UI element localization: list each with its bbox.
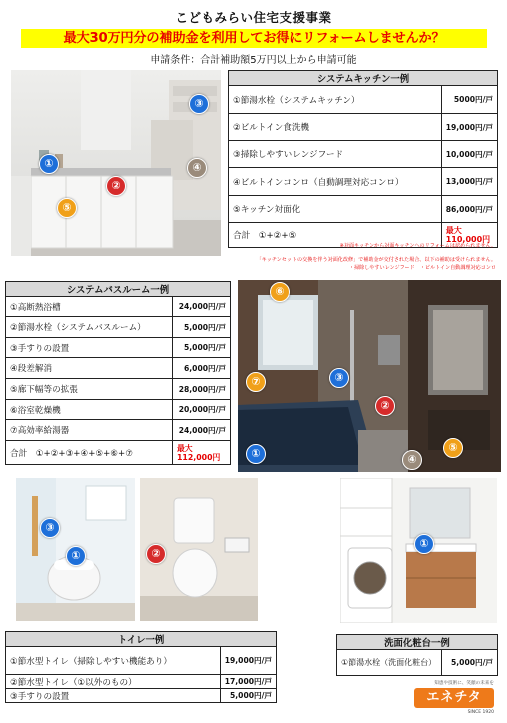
bathroom-photo — [238, 280, 501, 472]
application-condition: 申請条件：合計補助額5万円以上から申請可能 — [150, 55, 357, 66]
marker-1: ① — [39, 154, 59, 174]
table-row-item: ①節湯水栓（システムキッチン） — [229, 86, 442, 114]
kitchen-price-table — [228, 70, 498, 248]
table-row-item: ⑦高効率給湯器 — [6, 420, 173, 441]
table-row-price: 24,000円/戸 — [173, 420, 231, 441]
table-row-price: 5000円/戸 — [441, 86, 497, 114]
table-row-price: 17,000円/戸 — [220, 675, 276, 689]
marker-2: ② — [375, 396, 395, 416]
logo-name: エネチタ — [426, 690, 482, 705]
marker-2: ② — [146, 544, 166, 564]
kitchen-note-2: 「キッチンセットの交換を伴う対面化改修」で補助金が交付された場合、以下の補助は受けられません。 — [256, 257, 496, 263]
table-row-item: ②節湯水栓（システムバスルーム） — [6, 317, 173, 338]
table-row-price: 86,000円/戸 — [441, 196, 497, 223]
logo-tagline: 知恵や技術に、笑顔の未来を — [434, 681, 494, 686]
bath-price-table — [5, 281, 231, 465]
page-title: こどもみらい住宅支援事業 — [175, 10, 332, 25]
vanity-price-table — [336, 634, 498, 676]
marker-7: ⑦ — [246, 372, 266, 392]
subsidy-banner: 最大30万円分の補助金を利用してお得にリフォームしませんか？ — [21, 29, 487, 48]
bath-table-heading: システムバスルーム一例 — [6, 282, 231, 297]
marker-3: ③ — [189, 94, 209, 114]
total-label: 合計 ①+②+⑤ — [229, 223, 442, 248]
table-row-item: ④段差解消 — [6, 358, 173, 379]
kitchen-photo — [11, 70, 221, 256]
marker-3: ③ — [40, 518, 60, 538]
table-row-price: 20,000円/戸 — [173, 400, 231, 420]
table-row-item: ③手すりの設置 — [6, 338, 173, 358]
table-row-price: 5,000円/戸 — [173, 317, 231, 338]
total-value: 112,000円 — [177, 452, 221, 462]
table-row-price: 6,000円/戸 — [173, 358, 231, 379]
kitchen-note-1: ※対面キッチンから対面キッチンへのリフォームは認められません。 — [339, 243, 496, 249]
total-max-label: 最大 — [445, 226, 462, 235]
table-row-item: ②節水型トイレ（①以外のもの） — [6, 675, 221, 689]
kitchen-table-heading: システムキッチン一例 — [229, 71, 498, 86]
table-row-item: ⑥浴室乾燥機 — [6, 400, 173, 420]
company-logo — [414, 680, 494, 718]
vanity-table-heading: 洗面化粧台一例 — [337, 635, 498, 650]
table-row-price: 5,000円/戸 — [220, 689, 276, 703]
toilet-table-heading: トイレ一例 — [6, 632, 277, 647]
marker-3: ③ — [329, 368, 349, 388]
marker-4: ④ — [402, 450, 422, 470]
table-row-item: ⑤キッチン対面化 — [229, 196, 442, 223]
table-row-item: ①節水型トイレ（掃除しやすい機能あり） — [6, 647, 221, 675]
table-row-price: 24,000円/戸 — [173, 297, 231, 317]
toilet-photo-1 — [16, 478, 135, 621]
toilet-price-table — [5, 631, 277, 703]
marker-1: ① — [246, 444, 266, 464]
logo-since: SINCE 1920 — [467, 710, 494, 715]
vanity-photo — [340, 478, 497, 623]
marker-6: ⑥ — [270, 282, 290, 302]
table-row-item: ③掃除しやすいレンジフード — [229, 141, 442, 168]
total-value: 110,000円 — [445, 235, 491, 244]
table-row-item: ⑤廊下幅等の拡張 — [6, 379, 173, 400]
table-row-item: ④ビルトインコンロ（自動調理対応コンロ） — [229, 168, 442, 196]
table-row-item: ③手すりの設置 — [6, 689, 221, 703]
marker-1: ① — [66, 546, 86, 566]
marker-1: ① — [414, 534, 434, 554]
total-max-label: 最大 — [177, 443, 193, 453]
logo-wordmark — [414, 688, 494, 708]
toilet-photo-2 — [140, 478, 258, 621]
table-row-price: 19,000円/戸 — [220, 647, 276, 675]
table-row-price: 5,000円/戸 — [173, 338, 231, 358]
marker-5: ⑤ — [57, 198, 77, 218]
table-row-item: ①高断熱浴槽 — [6, 297, 173, 317]
marker-5: ⑤ — [443, 438, 463, 458]
marker-2: ② — [106, 176, 126, 196]
table-row-price: 5,000円/戸 — [442, 650, 498, 676]
table-row-item: ②ビルトイン食洗機 — [229, 114, 442, 141]
total-label: 合計 ①+②+③+④+⑤+⑥+⑦ — [6, 441, 173, 465]
table-row-price: 13,000円/戸 — [441, 168, 497, 196]
kitchen-note-3: ・掃除しやすいレンジフード ・ビルトイン自動調理対応コンロ — [348, 265, 496, 271]
table-row-price: 19,000円/戸 — [441, 114, 497, 141]
marker-4: ④ — [187, 158, 207, 178]
table-row-item: ①節湯水栓（洗面化粧台） — [337, 650, 442, 676]
table-row-price: 28,000円/戸 — [173, 379, 231, 400]
total-value-cell — [173, 441, 231, 465]
table-row-price: 10,000円/戸 — [441, 141, 497, 168]
